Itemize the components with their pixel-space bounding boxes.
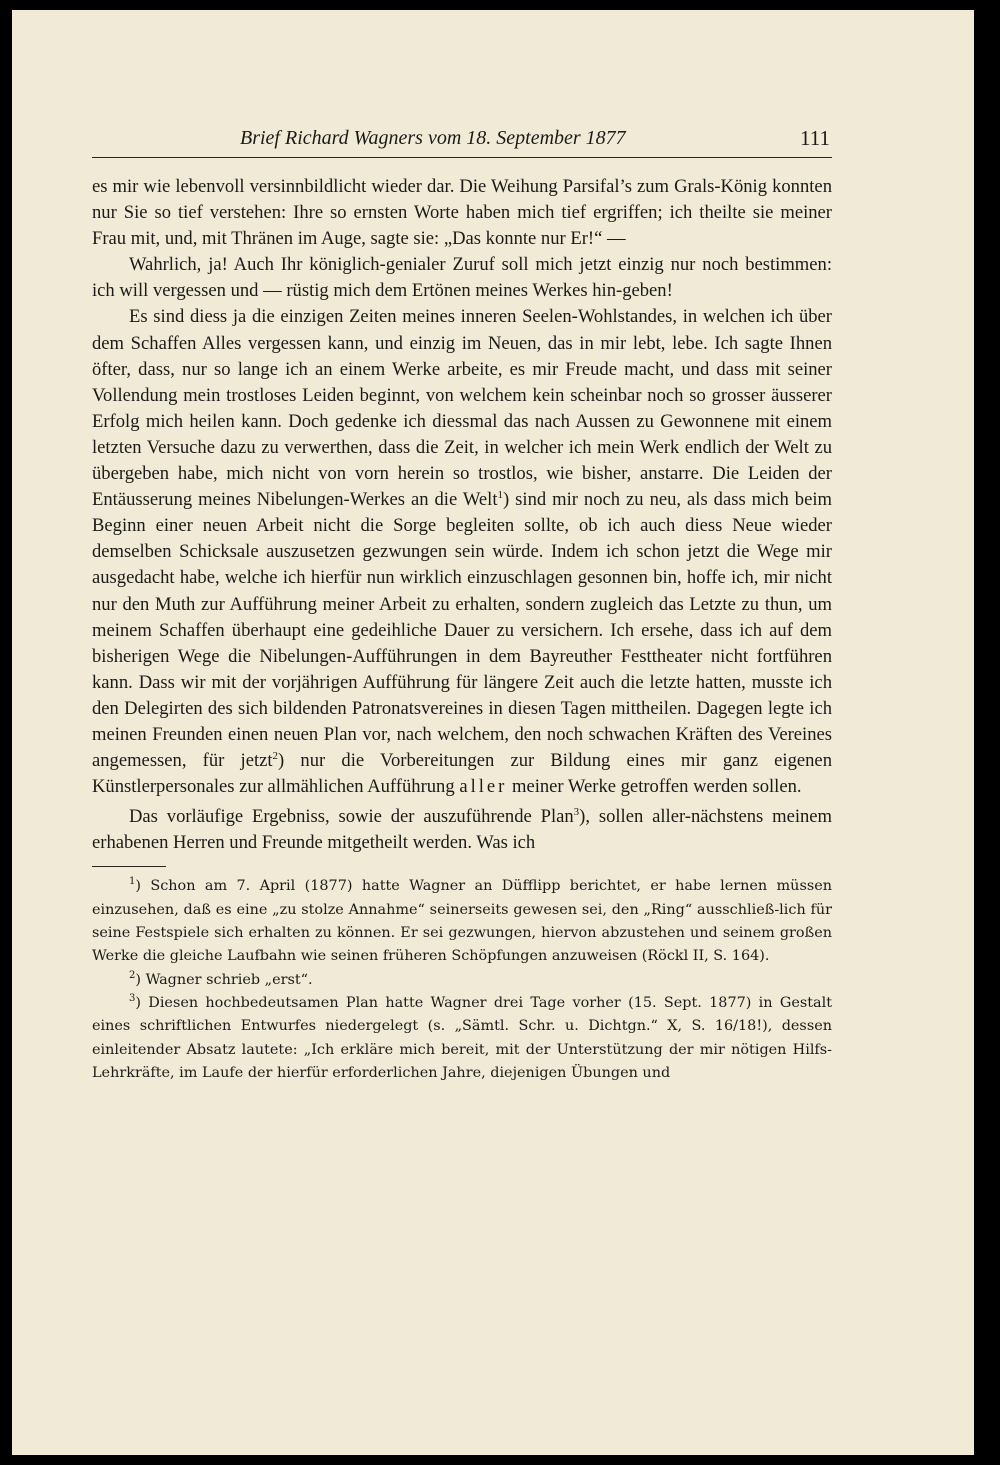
footnote-1-mark: 1 — [129, 876, 136, 888]
paragraph-4 — [92, 804, 832, 856]
main-text — [92, 174, 832, 856]
paragraph-1 — [92, 174, 832, 252]
footnote-2-text: ) Wagner schrieb „erst“. — [135, 971, 313, 988]
footnote-1 — [92, 875, 832, 968]
page-content — [92, 125, 832, 1085]
footnote-3-text: ) Diesen hochbedeutsamen Plan hatte Wagner drei Tage vorher (15. Sept. 1877) in Gestalt eines schriftlichen Entwurfes niedergelegt (s. „Sämtl. Schr. u. Dichtgn.“ X, S. 16/18!), dessen einleitender Absatz lautete: „Ich erkläre mich bereit, mit der Unterstützung der mir nötigen Hilfs-Lehrkräfte, im Laufe der hierfür erforderlichen Jahre, diejenigen Übungen und — [92, 994, 832, 1081]
page-number: 111 — [800, 126, 830, 150]
scanned-page — [12, 10, 974, 1455]
running-header — [92, 125, 832, 158]
footnote-ref-2: 2 — [272, 750, 279, 763]
footnote-ref-3: 3 — [573, 806, 580, 819]
emphasis-spaced-word: aller — [459, 776, 508, 798]
footnotes — [92, 875, 832, 1085]
footnote-1-text: ) Schon am 7. April (1877) hatte Wagner an Düfflipp berichtet, er habe lernen müssen einzusehen, daß es eine „zu stolze Annahme“ seinerseits gewesen sei, den „Ring“ ausschließ-lich für seine Festspiele sich erhalten zu können. Er sei gezwungen, hiervon abzustehen und seinem großen Werke die gleiche Laufbahn wie seinen früheren Schöpfungen anzuweisen (Röckl II, S. 164). — [92, 878, 832, 965]
paragraph-3-text-b: ) sind mir noch zu neu, als dass mich beim Beginn einer neuen Arbeit nicht die Sorge begleiten sollte, ob ich auch diess Neue wieder demselben Schicksale auszusetzen gezwungen sein würde. Indem ich schon jetzt die Wege mir ausgedacht habe, welche ich hierfür nun wirklich einzuschlagen gesonnen bin, hoffe ich, mir nicht nur den Muth zur Aufführung meiner Arbeit zu erhalten, sondern zugleich das Letzte zu thun, um meinem Schaffen überhaupt eine gedeihliche Dauer zu versichern. Ich ersehe, dass ich auf dem bisherigen Wege die Nibelungen-Aufführungen in dem Bayreuther Festtheater nicht fortführen kann. Dass wir mit der vorjährigen Aufführung für längere Zeit auch die letzte hatten, musste ich den Delegirten des sich bildenden Patronatsvereines in diesen Tagen mittheilen. Dagegen legte ich meinen Freunden einen neuen Plan vor, nach welchem, den noch schwachen Kräften des Vereines angemessen, für jetzt — [92, 489, 832, 772]
footnote-divider — [92, 866, 166, 867]
paragraph-1-text: es mir wie lebenvoll versinnbildlicht wieder dar. Die Weihung Parsifal’s zum Grals-König konnten nur Sie so tief verstehen: Ihre so ernsten Worte haben mich tief ergriffen; ich theilte sie meiner Frau mit, und, mit Thränen im Auge, sagte sie: „Das konnte nur Er!“ — — [92, 176, 832, 250]
running-title: Brief Richard Wagners vom 18. September 1877 — [240, 127, 626, 149]
footnote-3 — [92, 992, 832, 1085]
paragraph-2-text: Wahrlich, ja! Auch Ihr königlich-genialer Zuruf soll mich jetzt einzig nur noch bestimmen: ich will vergessen und — rüstig mich dem Ertönen meines Werkes hin-geben! — [92, 254, 832, 302]
paragraph-3-text-d: meiner Werke getroffen werden sollen. — [512, 776, 802, 798]
paragraph-3-text-a: Es sind diess ja die einzigen Zeiten meines inneren Seelen-Wohlstandes, in welchen ich über dem Schaffen Alles vergessen kann, und einzig im Neuen, das in mir lebt, lebe. Ich sagte Ihnen öfter, dass, nur so lange ich an einem Werke arbeite, es mir Freude macht, und dass mit seiner Vollendung mein trostloses Leiden beginnt, von welchem kein scheinbar noch so grosser äusserer Erfolg mich heilen kann. Doch gedenke ich diessmal das nach Aussen zu Gewonnene mit einem letzten Versuche dazu zu verwerthen, dass die Zeit, in welcher ich mein Werk endlich der Welt zu übergeben habe, mich nicht von vorn herein so trostlos, wie bisher, anstarre. Die Leiden der Entäusserung meines Nibelungen-Werkes an die Welt — [92, 306, 832, 511]
footnote-2 — [92, 969, 832, 992]
paragraph-3-text-c: ) nur die Vorbereitungen zur Bildung eines mir ganz eigenen Künstlerpersonales zur allmählichen Aufführung — [92, 750, 832, 798]
paragraph-4-text-b: ), sollen aller-nächstens meinem erhabenen Herren und Freunde mitgetheilt werden. Was ich — [92, 806, 833, 854]
paragraph-3 — [92, 304, 832, 800]
footnote-ref-1: 1 — [497, 489, 504, 502]
paragraph-4-text-a: Das vorläufige Ergebniss, sowie der auszuführende Plan — [129, 806, 574, 828]
footnote-3-mark: 3 — [129, 992, 136, 1004]
paragraph-2 — [92, 252, 832, 304]
footnote-2-mark: 2 — [129, 969, 136, 981]
